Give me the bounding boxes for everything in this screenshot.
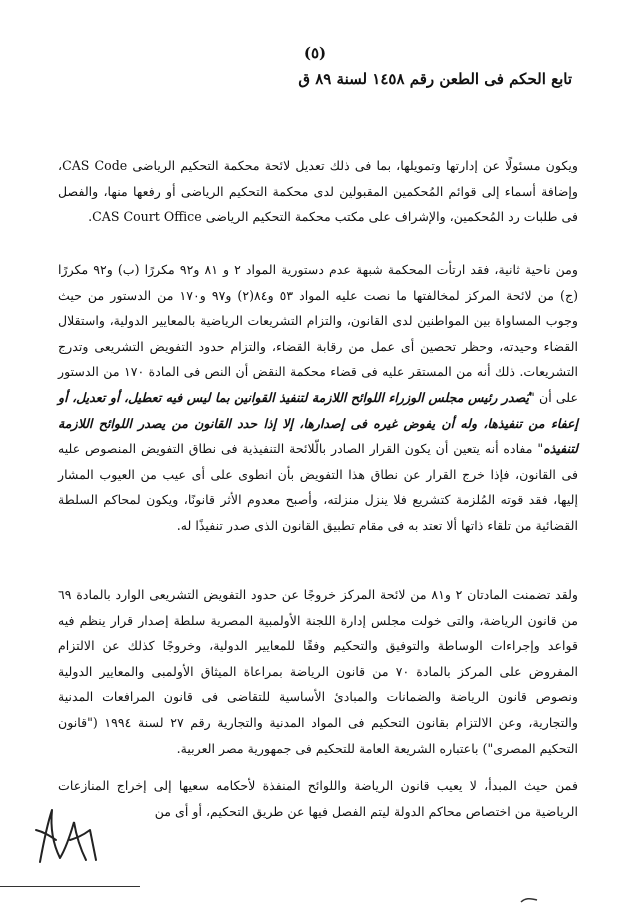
paragraph-2	[58, 257, 578, 539]
bottom-rule	[0, 886, 140, 887]
ink-mark	[520, 896, 538, 904]
paragraph-3	[58, 582, 578, 761]
paragraph-4-text: فمن حيث المبدأ، لا يعيب قانون الرياضة واللوائح المنفذة لأحكامه سعيها إلى إخراج المنازعات الرياضية من اختصاص محاكم الدولة ليتم الفصل فيها عن طريق التحكيم، أو أى من	[58, 778, 578, 819]
judgment-header: تابع الحكم فى الطعن رقم ١٤٥٨ لسنة ٨٩ ق	[298, 70, 572, 88]
paragraph-4	[58, 773, 578, 824]
handwritten-signature	[30, 800, 110, 870]
paragraph-2-text: ومن ناحية ثانية، فقد ارتأت المحكمة شبهة عدم دستورية المواد ٢ و ٨١ و٩٢ مكررًا (ب) و٩٢ مكررًا (ج) من لائحة المركز لمخالفتها ما نصت عليه المواد ٥٣ و٨٤(٢) و٩٧ و١٧٠ من الدستور من حيث وجوب المساواة بين المواطنين لدى القانون، والتزام التشريعات الرياضية بالمعايير الدولية، واستقلال القضاء وحيدته، وحظر تحصين أى عمل من رقابة القضاء، والتزام حدود التفويض التشريعى وتدرج التشريعات. ذلك أنه من المستقر عليه فى قضاء محكمة النقض أن النص فى المادة ١٧٠ من الدستور على أن "يُصدر رئيس مجلس الوزراء اللوائح اللازمة لتنفيذ القوانين بما ليس فيه تعطيل، أو تعديل، أو إعفاء من تنفيذها، وله أن يفوض غيره فى إصدارها، إلا إذا حدد القانون من يصدر اللوائح اللازمة لتنفيذه" مفاده أنه يتعين أن يكون القرار الصادر بالّلائحة التنفيذية فى نطاق التفويض المنصوص عليه فى القانون، فإذا خرج القرار عن نطاق هذا التفويض بأن انطوى على أى عيب من العيوب المشار إليها، فقد قوته المُلزمة كتشريع فلا ينزل منزلته، وأصبح معدوم الأثر قانونًا، ويكون لمحاكم السلطة القضائية من تلقاء ذاتها ألا تعتد به فى مقام تطبيق القانون الذى صدر تنفيذًا له.	[58, 262, 578, 533]
paragraph-1	[58, 153, 578, 230]
paragraph-1-text: ويكون مسئولًا عن إدارتها وتمويلها، بما فى ذلك تعديل لائحة محكمة التحكيم الرياضى CAS Code، وإضافة أسماء إلى قوائم المُحكمين المقبولين لدى محكمة التحكيم الرياضى أو رفعها منها، والفصل فى طلبات رد المُحكمين، والإشراف على مكتب محكمة التحكيم الرياضى CAS Court Office.	[58, 158, 578, 225]
paragraph-3-text: ولقد تضمنت المادتان ٢ و٨١ من لائحة المركز خروجًا عن حدود التفويض التشريعى الوارد بالمادة ٦٩ من قانون الرياضة، والتى خولت مجلس إدارة اللجنة الأولمبية المصرية سلطة إصدار قرار ينظم فيه قواعد وإجراءات الوساطة والتوفيق والتحكيم وفقًا للمعايير الدولية، وخروجًا كذلك عن الالتزام المفروض على المركز بالمادة ٧٠ من قانون الرياضة بمراعاة الميثاق الأولمبى والمعايير الدولية ونصوص قانون الرياضة والضمانات والمبادئ الأساسية للتقاضى فى قانون المرافعات المدنية والتجارية، وعن الالتزام بقانون التحكيم فى المواد المدنية والتجارية رقم ٢٧ لسنة ١٩٩٤ ("قانون التحكيم المصرى") باعتباره الشريعة العامة للتحكيم فى جمهورية مصر العربية.	[58, 587, 579, 756]
page-number: (٥)	[303, 44, 327, 62]
paragraph-2-intro: ومن ناحية ثانية، فقد ارتأت المحكمة شبهة عدم دستورية المواد ٢ و ٨١ و٩٢ مكررًا (ب) و٩٢ مكررًا (ج) من لائحة المركز لمخالفتها ما نصت عليه المواد ٥٣ و٨٤(٢) و٩٧ و١٧٠ من الدستور من حيث وجوب المساواة بين المواطنين لدى القانون، والتزام التشريعات الرياضية بالمعايير الدولية، واستقلال القضاء وحيدته، وحظر تحصين أى عمل من رقابة القضاء، والتزام حدود التفويض التشريعى وتدرج التشريعات. ذلك أنه من المستقر عليه فى قضاء محكمة النقض أن النص فى المادة ١٧٠ من الدستور على أن	[58, 262, 578, 405]
paragraph-2-conclusion: " مفاده أنه يتعين أن يكون القرار الصادر بالّلائحة التنفيذية فى نطاق التفويض المنصوص عليه فى القانون، فإذا خرج القرار عن نطاق هذا التفويض بأن انطوى على أى عيب من العيوب المشار إليها، فقد قوته المُلزمة كتشريع فلا ينزل منزلته، وأصبح معدوم الأثر قانونًا، ويكون لمحاكم السلطة القضائية من تلقاء ذاتها ألا تعتد به فى مقام تطبيق القانون الذى صدر تنفيذًا له.	[58, 441, 578, 533]
constitution-article-170-quote: يُصدر رئيس مجلس الوزراء اللوائح اللازمة لتنفيذ القوانين بما ليس فيه تعطيل، أو تعديل، أو إعفاء من تنفيذها، وله أن يفوض غيره فى إصدارها، إلا إذا حدد القانون من يصدر اللوائح اللازمة لتنفيذه	[58, 389, 578, 457]
